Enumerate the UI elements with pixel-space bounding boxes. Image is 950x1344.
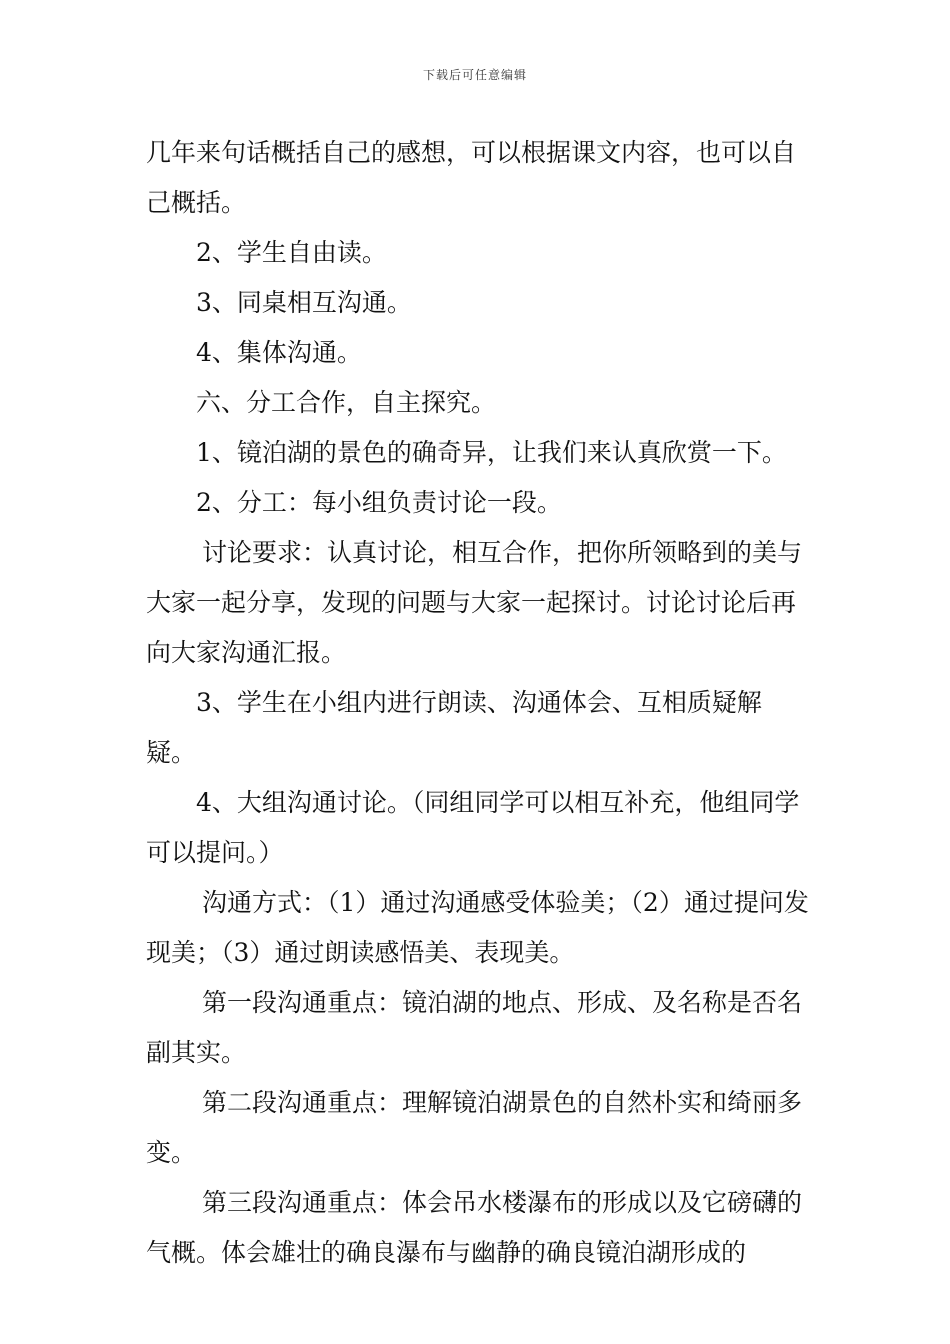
page-header-note: 下载后可任意编辑 [422,68,527,82]
paragraph: 2、学生自由读。 [196,238,387,267]
paragraph: 3、同桌相互沟通。 [196,288,412,317]
paragraph: 沟通方式：（1）通过沟通感受体验美；（2）通过提问发现美；（3）通过朗读感悟美、表现美。 [146,888,809,967]
paragraph: 2、分工：每小组负责讨论一段。 [196,488,562,517]
paragraph: 第二段沟通重点：理解镜泊湖景色的自然朴实和绮丽多变。 [146,1088,803,1167]
paragraph: 第三段沟通重点：体会吊水楼瀑布的形成以及它磅礴的气概。体会雄壮的确良瀑布与幽静的确良镜泊湖形成的 [146,1188,803,1267]
paragraph: 3、学生在小组内进行朗读、沟通体会、互相质疑解疑。 [146,688,762,767]
section-heading: 六、分工合作，自主探究。 [196,388,497,417]
paragraph: 1、镜泊湖的景色的确奇异，让我们来认真欣赏一下。 [196,438,787,467]
paragraph: 4、集体沟通。 [196,338,362,367]
paragraph: 讨论要求：认真讨论，相互合作，把你所领略到的美与大家一起分享，发现的问题与大家一起探讨。讨论讨论后再向大家沟通汇报。 [146,538,803,667]
paragraph: 几年来句话概括自己的感想，可以根据课文内容，也可以自己概括。 [146,138,797,217]
paragraph: 第一段沟通重点：镜泊湖的地点、形成、及名称是否名副其实。 [146,988,803,1067]
document-body [146,128,810,1278]
paragraph: 4、大组沟通讨论。（同组同学可以相互补充，他组同学可以提问。） [146,788,800,867]
